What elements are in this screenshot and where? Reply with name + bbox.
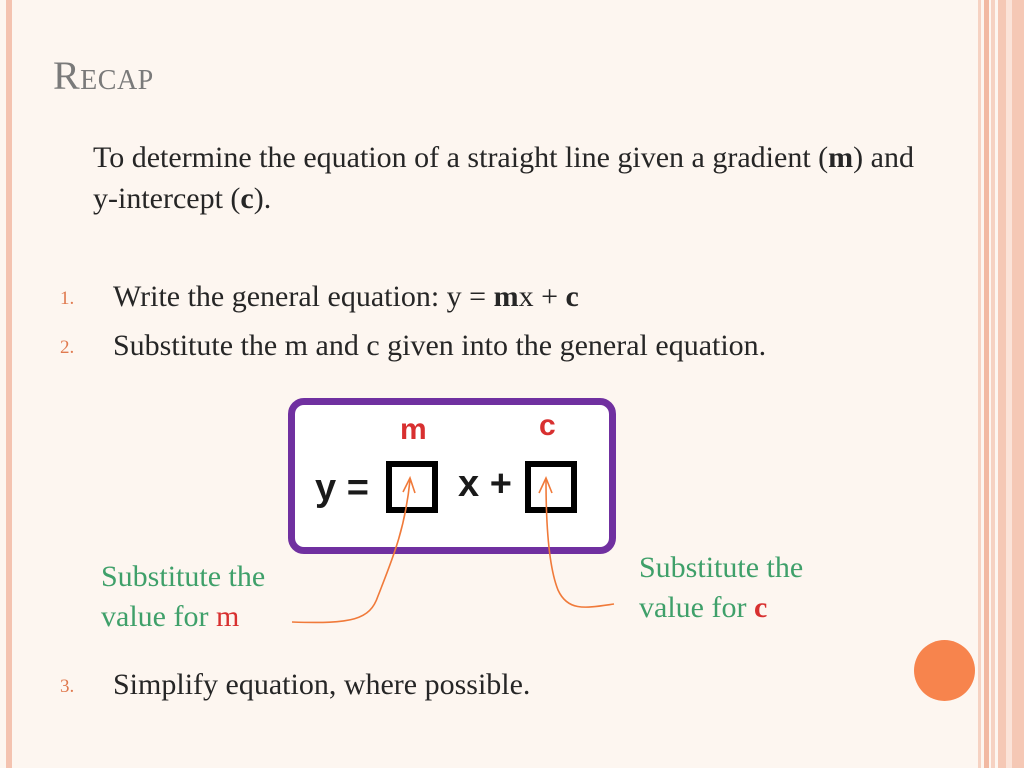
step1-c: c [565,280,579,313]
note-line [639,588,803,628]
list-number: 3. [60,676,75,697]
equation-label-c: c [539,409,556,442]
equation-y-equals: y = [315,467,369,509]
arrow-to-c [546,480,614,607]
step1-text: Write the general equation: y = [113,280,494,313]
note-substitute-m [101,557,265,637]
arrow-to-m [292,480,410,622]
note-var-c: c [753,591,768,624]
intro-c: c [240,182,254,215]
note-line: Substitute the [101,560,266,593]
note-text: value for [101,600,216,633]
intro-m: m [828,141,854,174]
intro-text: To determine the equation of a straight line given a gradient ( [93,141,829,174]
note-text: value for [639,591,754,624]
equation-x-plus: x + [458,463,512,505]
note-line: Substitute the [639,551,804,584]
orange-circle-decoration [914,640,975,701]
list-text: Simplify equation, where possible. [113,668,531,701]
list-number: 2. [60,337,75,358]
slide-title: Recap [53,53,154,98]
equation-label-m: m [400,413,427,446]
note-substitute-c [639,548,803,628]
list-text: Substitute the m and c given into the general equation. [113,329,767,362]
note-line [101,597,265,637]
note-var-m: m [215,600,240,633]
intro-text: ). [253,182,272,215]
step1-text: x + [518,280,566,313]
intro-text: ) and y-intercept ( [93,141,914,215]
step1-m: m [493,280,519,313]
list-number: 1. [60,288,75,309]
